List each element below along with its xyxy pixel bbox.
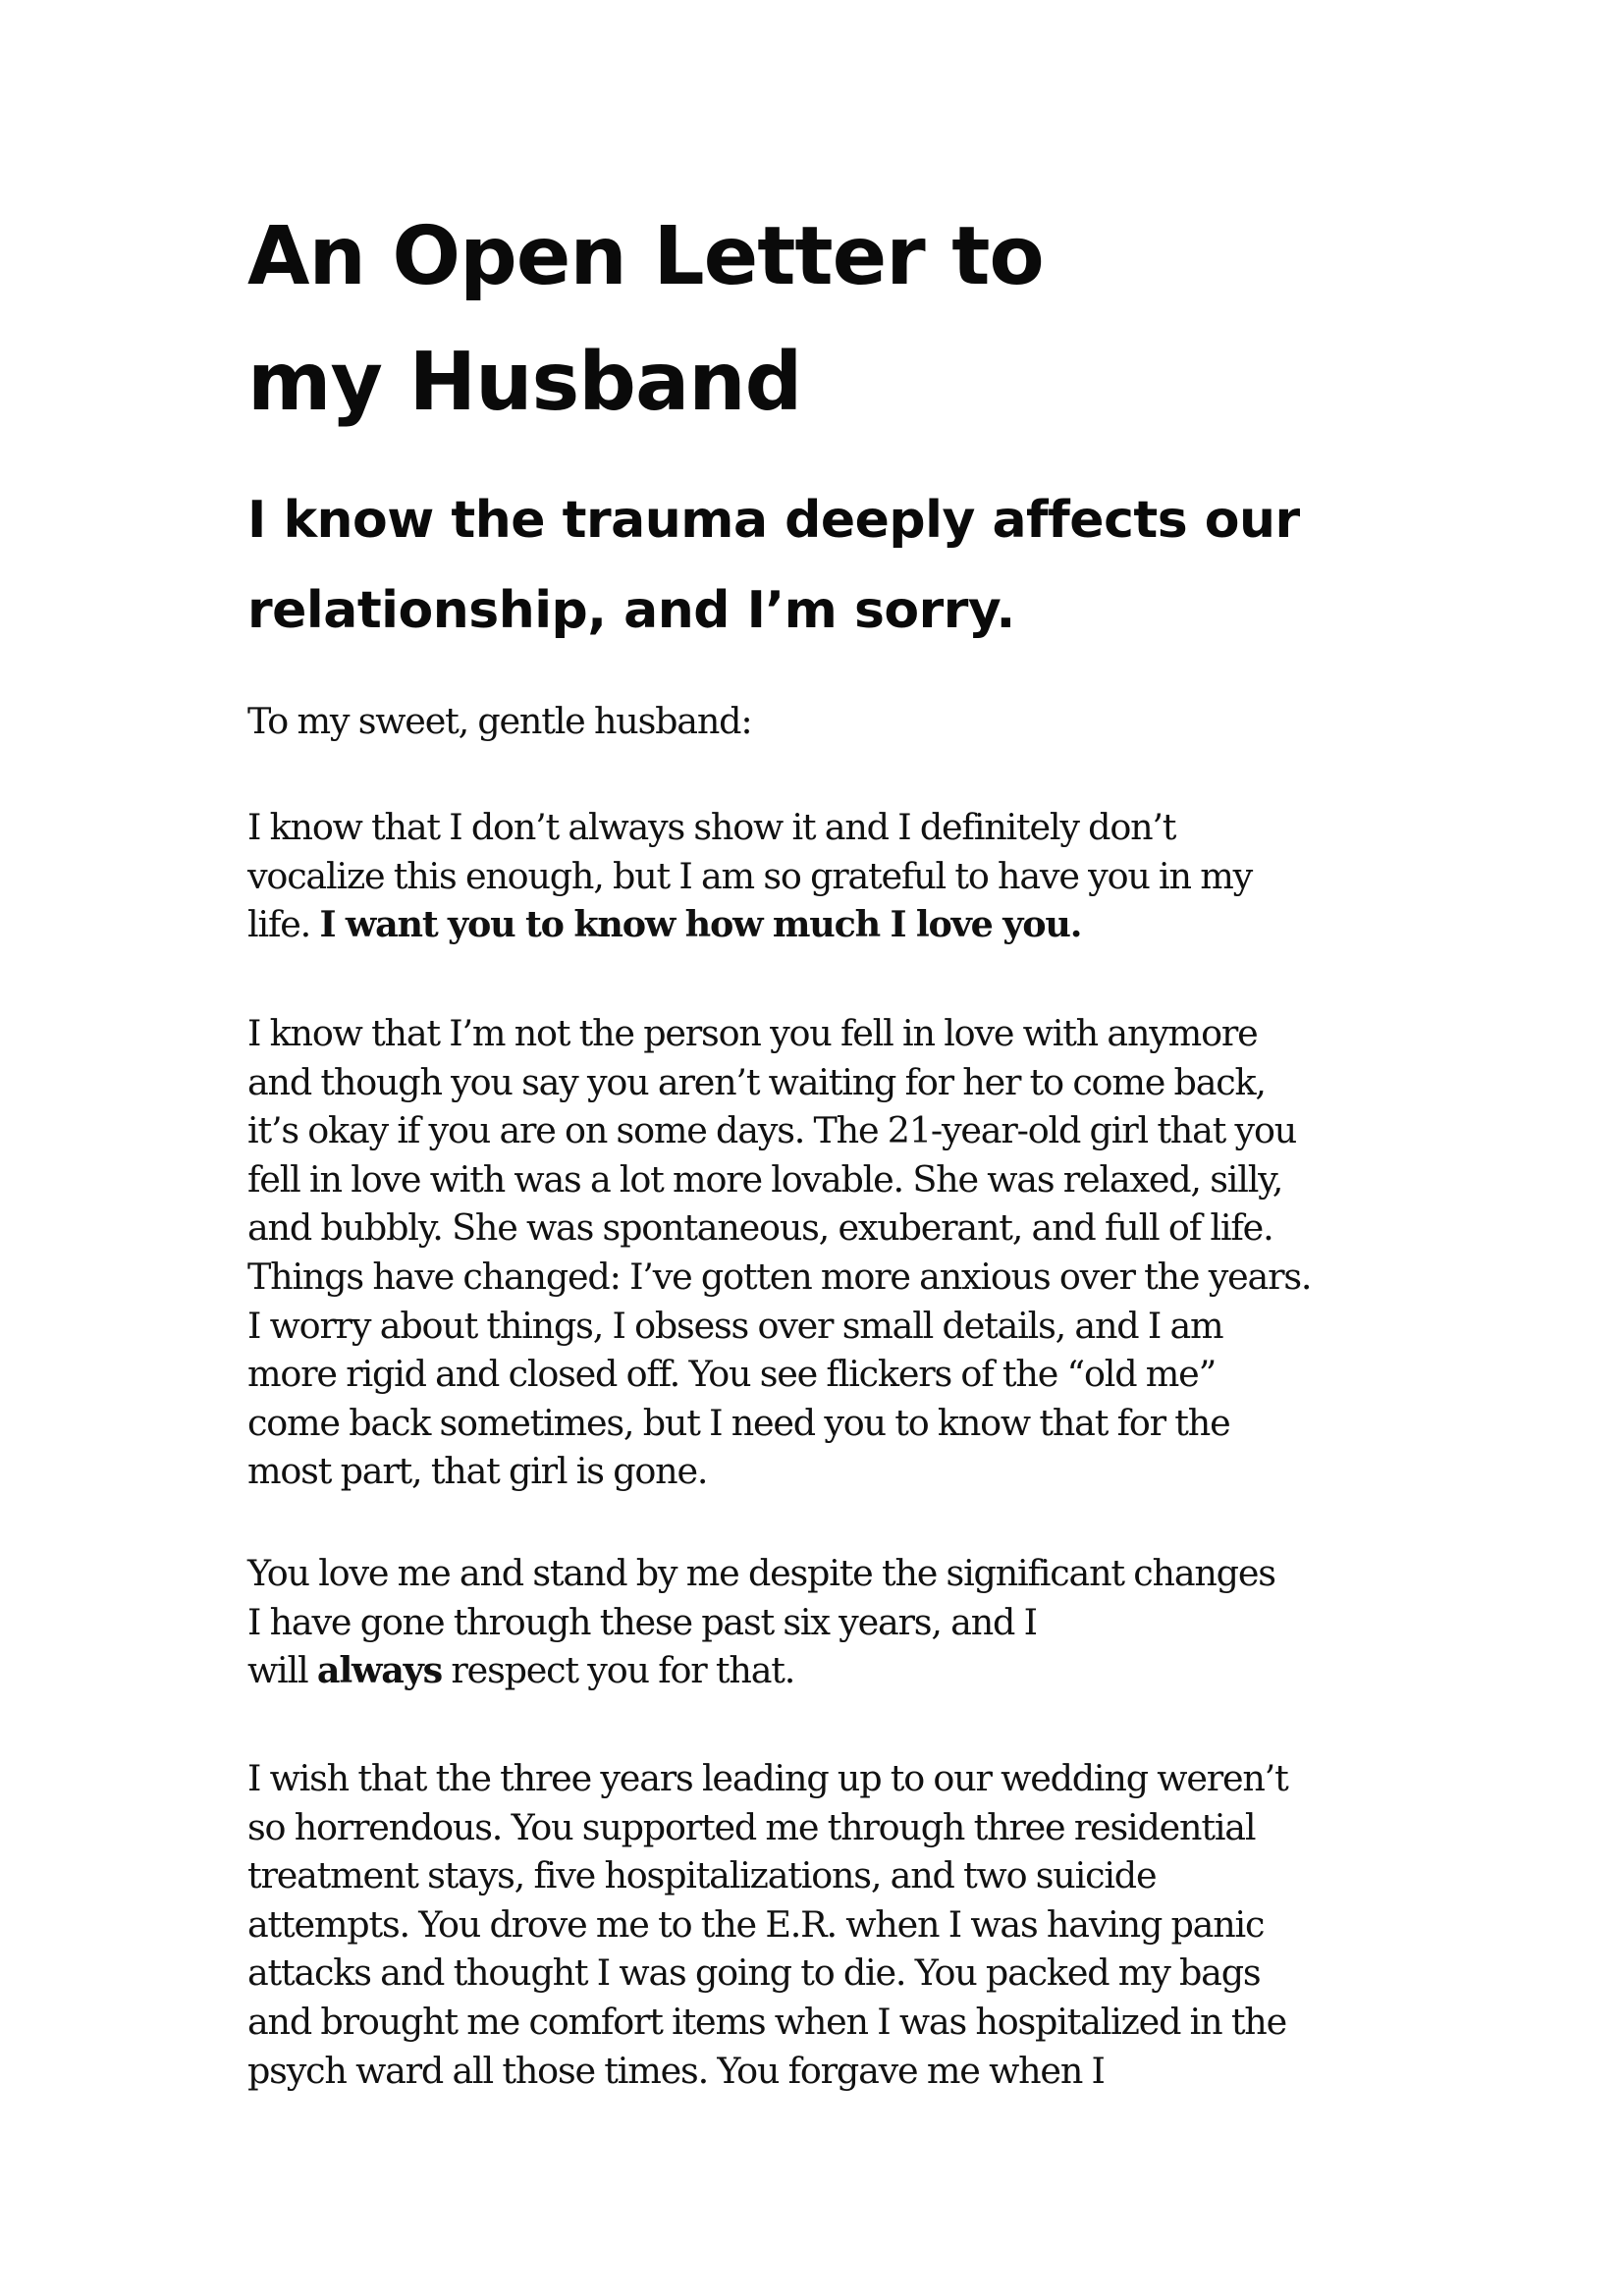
paragraph-line: and though you say you aren’t waiting for her to come back,	[247, 1060, 1266, 1103]
paragraph-line: vocalize this enough, but I am so grateful to have you in my	[247, 854, 1253, 897]
paragraph-line: I worry about things, I obsess over small details, and I am	[247, 1304, 1223, 1347]
paragraph-line: psych ward all those times. You forgave me when I	[247, 2049, 1105, 2092]
paragraph-support	[247, 1754, 1426, 2095]
paragraph-line: and bubbly. She was spontaneous, exuberant, and full of life.	[247, 1206, 1273, 1250]
paragraph-line: Things have changed: I’ve gotten more anxious over the years.	[247, 1255, 1312, 1298]
paragraph-line: and brought me comfort items when I was hospitalized in the	[247, 2000, 1287, 2043]
paragraph-line	[247, 1646, 1426, 1695]
paragraph-line: You love me and stand by me despite the significant changes	[247, 1552, 1275, 1594]
paragraph-line: fell in love with was a lot more lovable. She was relaxed, silly,	[247, 1157, 1283, 1201]
paragraph-line: come back sometimes, but I need you to know that for the	[247, 1401, 1230, 1444]
article-title	[247, 194, 1327, 446]
line-prefix: life.	[247, 903, 320, 946]
subtitle-line: relationship, and I’m sorry.	[247, 581, 1015, 640]
subtitle-line: I know the trauma deeply affects our	[247, 491, 1300, 550]
bold-emphasis: always	[316, 1649, 443, 1692]
salutation-text: To my sweet, gentle husband:	[247, 700, 752, 742]
article-subtitle	[247, 475, 1377, 656]
paragraph-line: I know that I’m not the person you fell in love with anymore	[247, 1012, 1258, 1054]
paragraph-line	[247, 900, 1426, 949]
paragraph-changes	[247, 1009, 1426, 1496]
salutation	[247, 697, 1426, 746]
paragraph-line: attacks and thought I was going to die. You packed my bags	[247, 1951, 1261, 1995]
paragraph-line: I wish that the three years leading up to our wedding weren’t	[247, 1757, 1288, 1799]
paragraph-line: I have gone through these past six years, and I	[247, 1600, 1037, 1643]
paragraph-line: attempts. You drove me to the E.R. when I was having panic	[247, 1902, 1265, 1946]
paragraph-line: I know that I don’t always show it and I definitely don’t	[247, 806, 1176, 848]
paragraph-gratitude	[247, 803, 1426, 949]
title-line: my Husband	[247, 336, 802, 429]
paragraph-respect	[247, 1549, 1426, 1695]
line-suffix: respect you for that.	[442, 1649, 795, 1692]
line-prefix: will	[247, 1649, 317, 1692]
paragraph-line: so horrendous. You supported me through three residential	[247, 1805, 1256, 1848]
paragraph-line: treatment stays, five hospitalizations, and two suicide	[247, 1854, 1157, 1897]
paragraph-line: it’s okay if you are on some days. The 21-year-old girl that you	[247, 1109, 1297, 1152]
paragraph-line: more rigid and closed off. You see flickers of the “old me”	[247, 1353, 1217, 1396]
title-line: An Open Letter to	[247, 210, 1044, 303]
bold-emphasis: I want you to know how much I love you.	[319, 903, 1082, 946]
paragraph-line: most part, that girl is gone.	[247, 1450, 708, 1493]
